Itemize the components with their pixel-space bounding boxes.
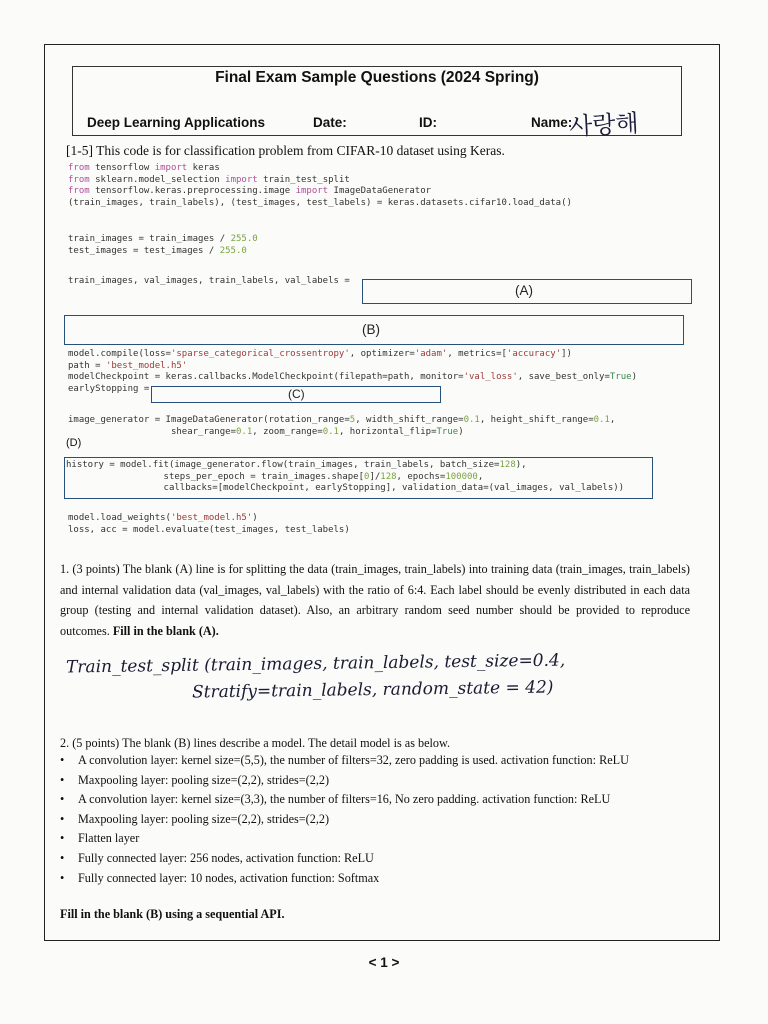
answer-a-line-1: Train_test_split (train_images, train_labels, test_size=0.4,	[65, 650, 566, 678]
blank-c-box[interactable]	[151, 386, 441, 403]
code-line-load-weights: model.load_weights('best_model.h5')	[68, 513, 258, 523]
list-item: • Maxpooling layer: pooling size=(2,2), strides=(2,2)	[60, 771, 700, 791]
id-label: ID:	[419, 115, 437, 130]
question-2: 2. (5 points) The blank (B) lines describe a model. The detail model is as below.	[60, 736, 451, 750]
code-line-norm-test: test_images = test_images / 255.0	[68, 245, 247, 256]
code-line-norm-train: train_images = train_images / 255.0	[68, 234, 258, 244]
code-imports	[68, 163, 572, 209]
question-1	[60, 559, 690, 641]
question-2-instruction: Fill in the blank (B) using a sequential API.	[60, 907, 285, 921]
list-item: • A convolution layer: kernel size=(5,5), the number of filters=32, zero padding is used. activation function: ReLU	[60, 751, 700, 771]
exam-title: Final Exam Sample Questions (2024 Spring)	[215, 69, 539, 86]
code-line-split: train_images, val_images, train_labels, val_labels =	[68, 276, 350, 286]
blank-d-label: (D)	[66, 437, 82, 449]
code-line-import-2: from sklearn.model_selection import train_test_split	[68, 174, 350, 185]
model-spec-list	[60, 751, 700, 888]
code-line-generator-1: image_generator = ImageDataGenerator(rotation_range=5, width_shift_range=0.1, height_shift_range=0.1,	[68, 415, 616, 425]
answer-a-line-2: Stratify=train_labels, random_state = 42)	[191, 677, 554, 703]
page-number: < 1 >	[368, 955, 400, 970]
code-line-earlystopping: earlyStopping =	[68, 383, 150, 394]
code-generator	[68, 415, 615, 438]
code-line-evaluate: loss, acc = model.evaluate(test_images, test_labels)	[68, 524, 350, 535]
list-item: • Fully connected layer: 256 nodes, activation function: ReLU	[60, 849, 700, 869]
list-item: • Fully connected layer: 10 nodes, activation function: Softmax	[60, 869, 700, 889]
code-line-generator-2: shear_range=0.1, zoom_range=0.1, horizontal_flip=True)	[68, 426, 464, 437]
code-evaluate	[68, 513, 350, 536]
code-line-load-data: (train_images, train_labels), (test_images, test_labels) = keras.datasets.cifar10.load_data()	[68, 197, 572, 208]
blank-c-label: (C)	[288, 387, 305, 401]
blank-b-label: (B)	[362, 322, 380, 337]
name-handwriting: 사랑해	[568, 109, 640, 141]
blank-a-box[interactable]	[362, 279, 692, 304]
exam-header	[72, 66, 682, 141]
code-line-fit-1: history = model.fit(image_generator.flow(train_images, train_labels, batch_size=128),	[66, 460, 527, 470]
code-line-path: path = 'best_model.h5'	[68, 360, 188, 371]
question-1-instruction: Fill in the blank (A).	[112, 623, 219, 638]
code-line-import-1: from tensorflow import keras	[68, 163, 220, 173]
problem-intro	[66, 143, 505, 159]
problem-range: [1-5]	[66, 143, 93, 158]
course-name: Deep Learning Applications	[87, 115, 266, 130]
list-item: • Flatten layer	[60, 829, 700, 849]
code-normalize	[68, 234, 258, 257]
code-fit	[66, 460, 624, 495]
problem-intro-text: This code is for classification problem from CIFAR-10 dataset using Keras.	[93, 143, 505, 158]
code-line-compile: model.compile(loss='sparse_categorical_crossentropy', optimizer='adam', metrics=['accuracy'])	[68, 349, 572, 359]
list-item: • A convolution layer: kernel size=(3,3), the number of filters=16, No zero padding. activation function: ReLU	[60, 790, 700, 810]
code-line-fit-3: callbacks=[modelCheckpoint, earlyStopping], validation_data=(val_images, val_labels))	[66, 483, 625, 494]
code-line-fit-2: steps_per_epoch = train_images.shape[0]/128, epochs=100000,	[66, 471, 484, 482]
list-item: • Maxpooling layer: pooling size=(2,2), strides=(2,2)	[60, 810, 700, 830]
name-label: Name:	[531, 115, 573, 130]
question-1-text: 1. (3 points) The blank (A) line is for splitting the data (train_images, train_labels) into training data (train_images, train_labels) and internal validation data (val_images, val_labels) with the ratio of 6:4. Each label should be evenly distributed in each data group (testing and internal validation dataset). Also, an arbitrary random seed number should be provided to reproduce outcomes.	[60, 562, 690, 638]
blank-b-box[interactable]	[64, 315, 684, 345]
code-line-import-3: from tensorflow.keras.preprocessing.image import ImageDataGenerator	[68, 186, 432, 197]
code-line-checkpoint: modelCheckpoint = keras.callbacks.ModelCheckpoint(filepath=path, monitor='val_loss', save_best_only=True)	[68, 372, 637, 383]
blank-a-label: (A)	[515, 283, 533, 298]
date-label: Date:	[313, 115, 347, 130]
